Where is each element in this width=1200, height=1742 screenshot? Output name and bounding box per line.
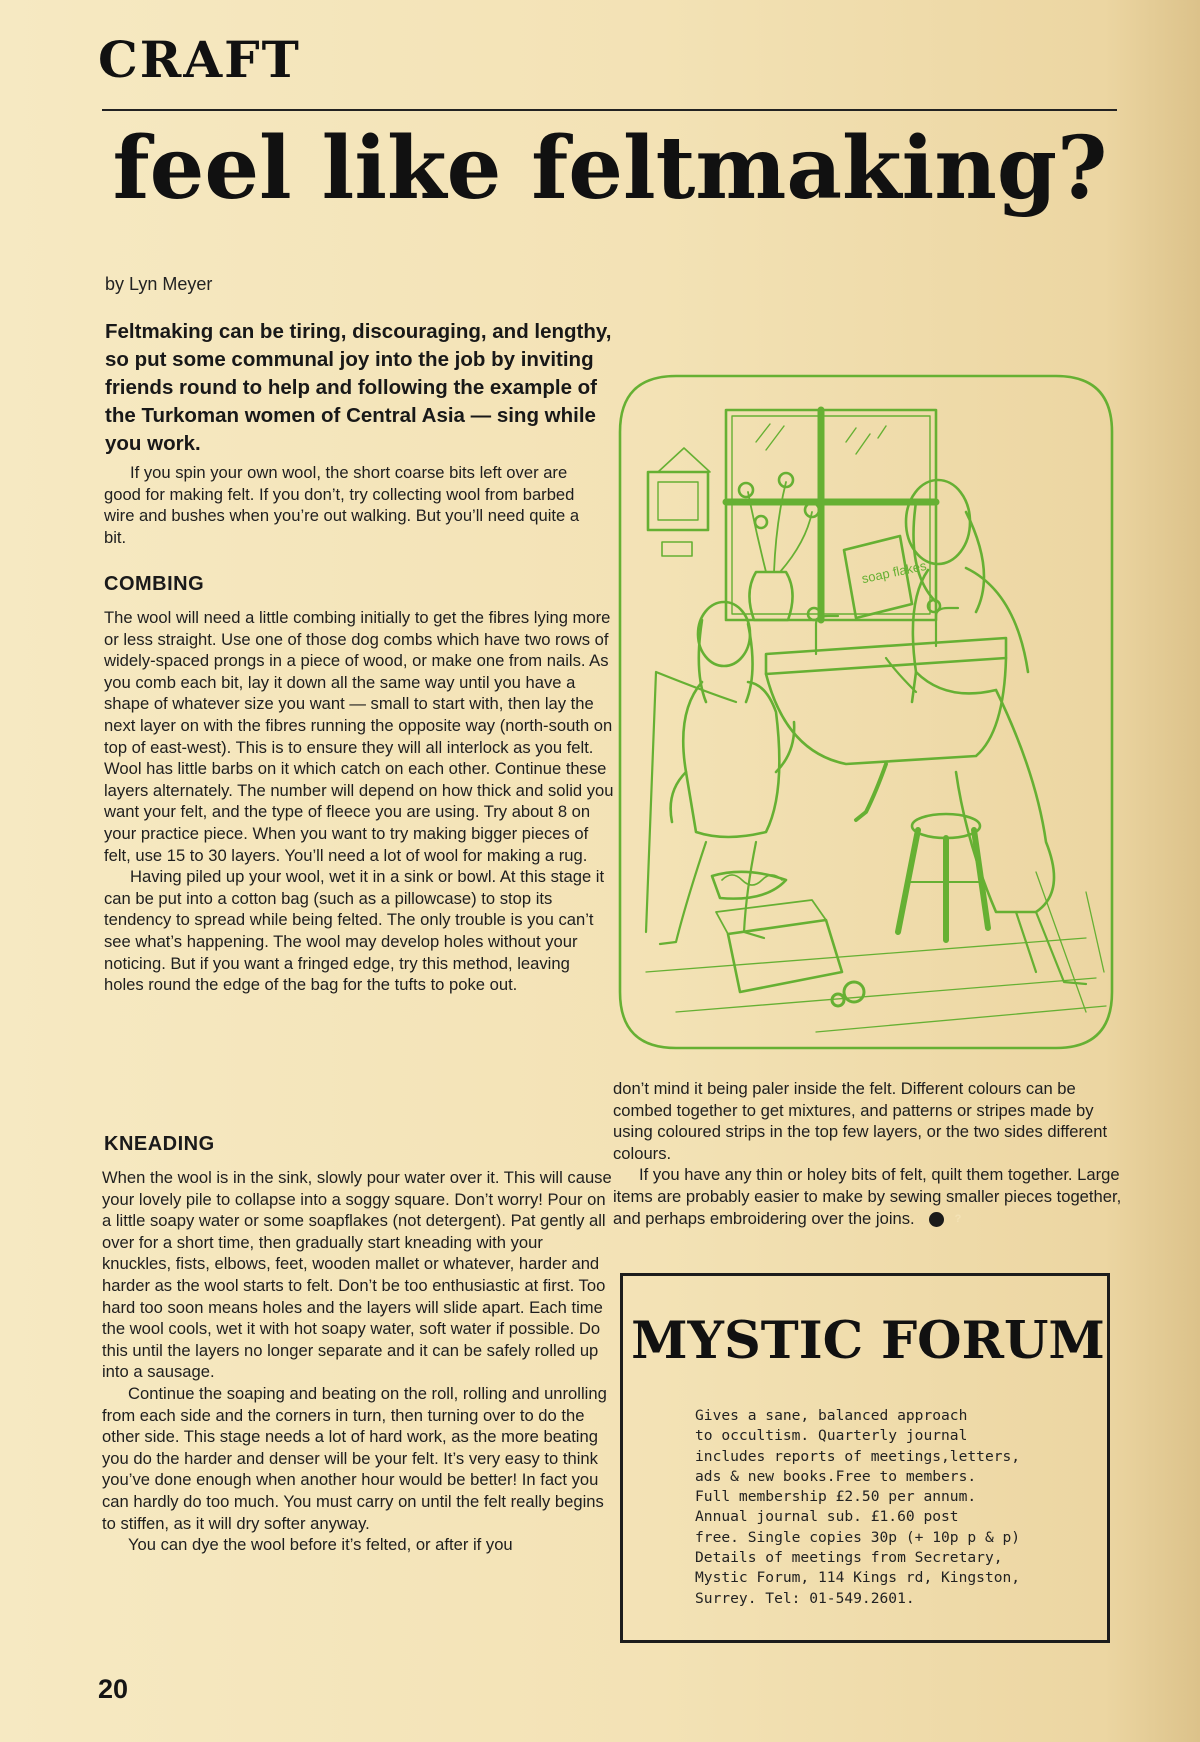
article-intro: Feltmaking can be tiring, discouraging, and lengthy, so put some communal joy into the job by inviting friends round to help and following the example of the Turkoman women of Central Asia — sing while you work.	[105, 320, 612, 455]
paragraph-rolling: Continue the soaping and beating on the roll, rolling and unrolling from each side and the corners in turn, then turning over to do the other side. This stage needs a lot of hard work, as the more beating you do the harder and denser will be your felt. It’s very easy to think you’ve done enough when another hour would be better! In fact you can hardly do too much. You must carry on until the felt really begins to stiffen, as it will dry softer anyway.	[102, 1383, 607, 1533]
article-column-right	[613, 1078, 1123, 1229]
soap-flakes-label: soap flakes	[860, 557, 928, 587]
stool-icon	[898, 814, 988, 940]
flower-vase-icon	[739, 473, 819, 620]
section-label: CRAFT	[98, 30, 301, 89]
end-of-article-mark: ?	[929, 1212, 944, 1227]
article-column-combing	[104, 607, 614, 996]
mystic-forum-advert	[620, 1273, 1110, 1643]
picture-frame-icon	[648, 448, 710, 556]
paragraph-dye-start: You can dye the wool before it’s felted, or after if you	[128, 1535, 513, 1555]
illustration-frame	[620, 376, 1112, 1048]
paragraph-quilt-text: If you have any thin or holey bits of felt, quilt them together. Large items are probably easier to make by sewing smaller pieces together, and perhaps embroidering over the joins.	[613, 1165, 1122, 1228]
heading-combing: COMBING	[104, 573, 205, 595]
page-number: 20	[98, 1674, 129, 1704]
sink-icon	[766, 600, 1006, 820]
paragraph-kneading: When the wool is in the sink, slowly pour water over it. This will cause your lovely pile to collapse into a soggy square. Don’t worry! Pour on a little soapy water or some soapflakes (not detergent). Pat gently all over for a short time, then gradually start kneading with your knuckles, fists, elbows, feet, wooden mallet or whatever, harder and harder as the wool starts to felt. Don’t be too enthusiastic at first. Too hard too soon means holes and the layers will slide apart. Each time the wool cools, wet it with hot soapy water, soft water if possible. Do this until the layers no longer separate and it can be safely rolled up into a sausage.	[102, 1168, 612, 1382]
paragraph-wet-wool: Having piled up your wool, wet it in a sink or bowl. At this stage it can be put into a cotton bag (such as a pillowcase) to stop its tendency to spread while being felted. The only trouble is you can’t see what’s happening. The wool may develop holes without your noticing. But if you want a fringed edge, try this method, leaving holes round the edge of the bag for the tufts to poke out.	[104, 867, 605, 995]
feltmaking-illustration	[616, 372, 1116, 1052]
article-column-intro	[104, 462, 604, 548]
box-icon	[716, 900, 842, 992]
article-column-kneading	[102, 1167, 612, 1556]
paragraph-spin-wool: If you spin your own wool, the short coarse bits left over are good for making felt. If you don’t, try collecting wool from barbed wire and bushes when you’re out walking. But you’ll need quite a bit.	[104, 463, 580, 547]
advert-body: Gives a sane, balanced approach to occultism. Quarterly journal includes reports of meetings,letters, ads & new books.Free to members. Full membership £2.50 per annum. Annual journal sub. £1.60 post free. Single copies 30p (+ 10p p & p) Details of meetings from Secretary, Mystic Forum, 114 Kings rd, Kingston, Surrey. Tel: 01-549.2601.	[695, 1407, 1021, 1607]
header-rule	[102, 109, 1117, 111]
advert-title: MYSTIC FORUM	[631, 1311, 1105, 1371]
heading-kneading: KNEADING	[104, 1133, 215, 1155]
paragraph-combing: The wool will need a little combing initially to get the fibres lying more or less straight. Use one of those dog combs which have two rows of widely-spaced prongs in a piece of wood, or make one from nails. As you comb each bit, lay it down all the same way until you have a shape of whatever size you want — small to start with, then lay the next layer on with the fibres running the opposite way (north-south on top of east-west). This is to ensure they will all interlock as you felt. Wool has little barbs on it which catch on each other. Continue these layers alternately. The number will depend on how thick and solid you want your felt, and the type of fleece you are using. Try about 8 on your practice piece. When you want to try making bigger pieces of felt, use 15 to 30 layers. You’ll need a lot of wool for making a rug.	[104, 608, 614, 865]
window-icon	[726, 410, 936, 620]
article-headline: feel like feltmaking?	[112, 118, 1108, 219]
paragraph-dye-end: don’t mind it being paler inside the felt. Different colours can be combed together to get mixtures, and patterns or stripes made by using coloured strips in the top few layers, or the two sides different colours.	[613, 1079, 1108, 1163]
byline: by Lyn Meyer	[105, 274, 213, 294]
paragraph-quilt	[613, 1164, 1123, 1229]
floor-lines	[646, 872, 1106, 1032]
